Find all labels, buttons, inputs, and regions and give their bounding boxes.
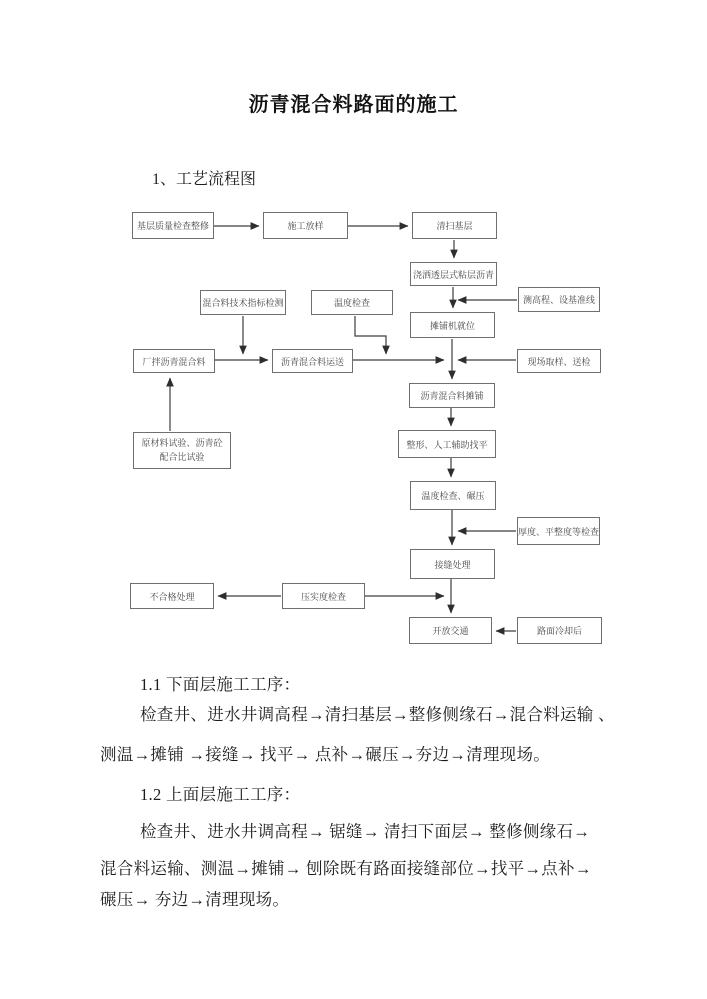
section-1-2-line-2: 混合料运输、测温→摊铺→ 刨除既有路面接缝部位→找平→点补→ (100, 859, 592, 878)
flow-box-compaction-check: 压实度检查 (282, 583, 365, 609)
section-1-1-heading: 1.1 下面层施工工序： (140, 675, 301, 694)
section-1-2-line-3: 碾压→ 夯边→清理现场。 (100, 890, 290, 909)
flow-box-open-traffic: 开放交通 (409, 617, 492, 644)
flow-box-pavement-cooled: 路面冷却后 (517, 617, 602, 644)
flow-box-thickness-flatness: 厚度、平整度等检查 (517, 517, 600, 545)
raw-material-test-line1: 原材料试验、沥青砼 (141, 437, 223, 448)
flow-box-base-quality-check: 基层质量检查整修 (132, 212, 214, 239)
flow-box-mixture-transport: 沥青混合料运送 (272, 349, 353, 373)
raw-material-test-line2: 配合比试验 (159, 451, 205, 462)
flow-box-temperature-check: 温度检查 (311, 290, 393, 315)
flow-box-construction-layout: 施工放样 (263, 212, 348, 239)
section-1-1-line-2: 测温→摊铺 →接缝→ 找平→ 点补→碾压→夯边→清理现场。 (100, 745, 551, 764)
flow-box-joint-treatment: 接缝处理 (410, 549, 495, 579)
flow-box-raw-material-test (133, 432, 231, 469)
flow-box-elevation-datum-line: 测高程、设基准线 (518, 287, 600, 312)
flow-box-site-sampling: 现场取样、送检 (517, 349, 601, 373)
flow-box-nonconforming: 不合格处理 (130, 583, 214, 609)
section-1-2-line-1: 检查井、进水井调高程→ 锯缝→ 清扫下面层→ 整修侧缘石→ (140, 822, 591, 841)
page-title: 沥青混合料路面的施工 (248, 94, 459, 116)
flow-box-plant-mixed-asphalt: 厂拌沥青混合料 (133, 349, 215, 373)
flow-box-mixture-paving: 沥青混合料摊铺 (409, 383, 495, 408)
flow-box-pour-tack-coat: 浇洒透层式粘层沥青 (410, 262, 497, 286)
flow-box-clean-base: 清扫基层 (412, 212, 497, 239)
flow-box-temp-check-rolling: 温度检查、碾压 (410, 481, 496, 510)
flow-box-paver-in-place: 摊铺机就位 (410, 312, 495, 338)
flow-box-mixture-index-test: 混合料技术指标检测 (200, 290, 286, 315)
section-1-1-line-1: 检查井、进水井调高程→清扫基层→整修侧缘石→混合料运输 、 (140, 705, 615, 724)
section-1-2-heading: 1.2 上面层施工工序： (140, 785, 301, 804)
flow-box-shaping-leveling: 整形、人工辅助找平 (398, 430, 496, 458)
section-1-heading: 1、工艺流程图 (152, 171, 257, 188)
